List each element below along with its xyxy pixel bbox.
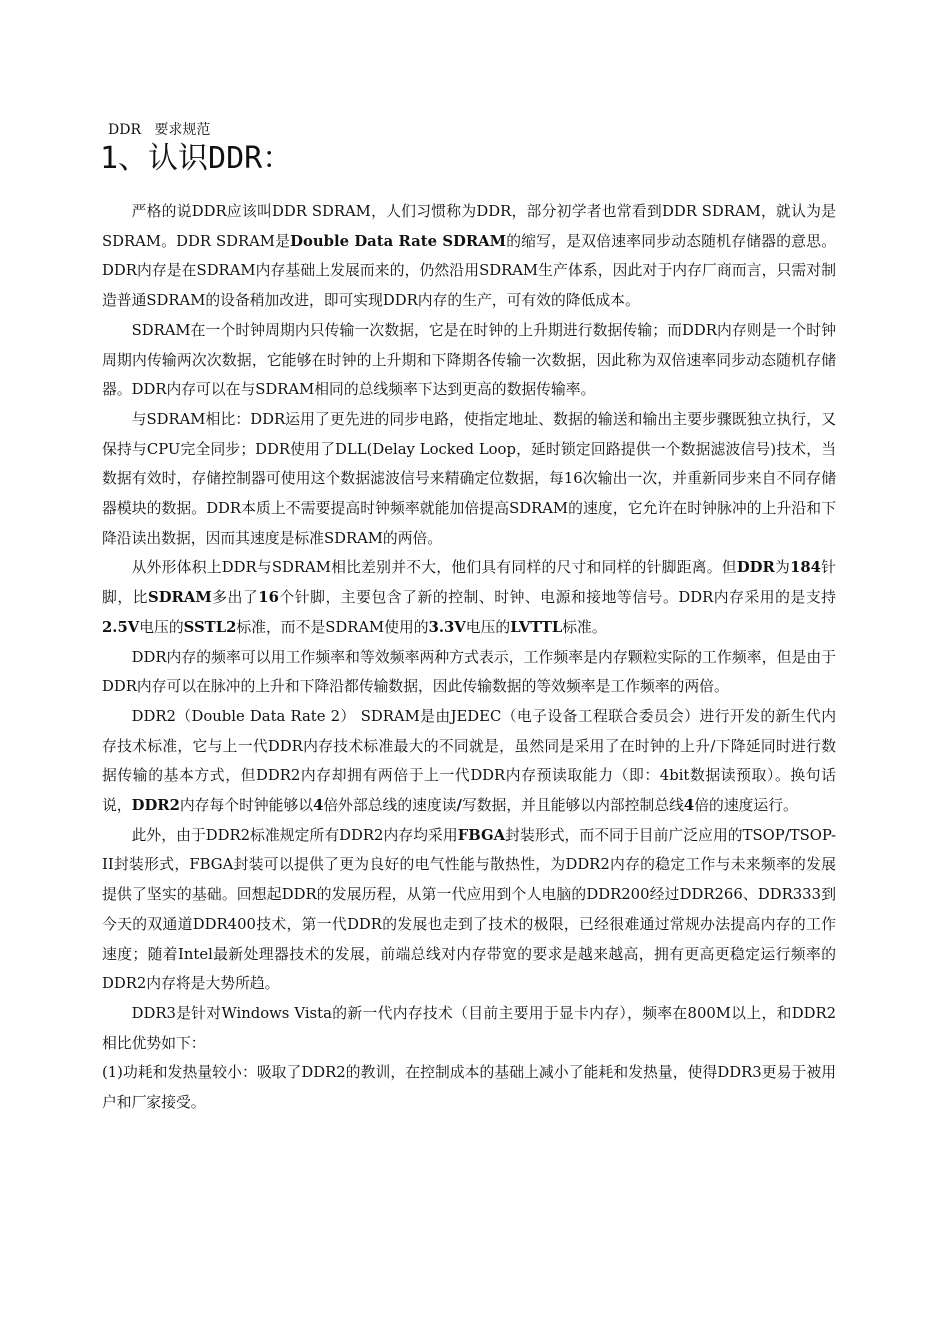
paragraph <box>102 553 836 642</box>
section-heading: 1、认识DDR： <box>100 141 293 176</box>
bold-text: DDR <box>736 559 775 577</box>
bold-text: SSTL2 <box>183 618 237 636</box>
text-run: 倍的速度运行。 <box>694 797 798 815</box>
text-run: DDR内存的频率可以用工作频率和等效频率两种方式表示，工作频率是内存颗粒实际的工作频率，但是由于DDR内存可以在脉冲的上升和下降沿都传输数据，因此传输数据的等效频率是工作频率的两倍。 <box>102 648 836 696</box>
text-run: 的缩写，是双倍速率同步动态随机存储器的意思。DDR内存是在SDRAM内存基础上发展而来的，仍然沿用SDRAM生产体系，因此对于内存厂商而言，只需对制造普通SDRAM的设备稍加改进，即可实现DDR内存的生产，可有效的降低成本。 <box>102 232 836 310</box>
text-run: 封装形式，而不同于目前广泛应用的TSOP/TSOP-II封装形式，FBGA封装可以提供了更为良好的电气性能与散热性，为DDR2内存的稳定工作与未来频率的发展提供了坚实的基础。回想起DDR的发展历程，从第一代应用到个人电脑的DDR200经过DDR266、DDR333到今天的双通道DDR400技术，第一代DDR的发展也走到了技术的极限，已经很难通过常规办法提高内存的工作速度；随着Intel最新处理器技术的发展，前端总线对内存带宽的要求是越来越高，拥有更高更稳定运行频率的DDR2内存将是大势所趋。 <box>102 826 836 993</box>
bold-text: FBGA <box>457 826 506 844</box>
text-run: 严格的说DDR应该叫DDR SDRAM，人们习惯称为DDR，部分初学者也常看到DDR SDRAM，就认为是SDRAM。DDR SDRAM是 <box>102 203 836 250</box>
text-run: 针脚，比 <box>102 559 836 607</box>
bold-text: 16 <box>258 589 279 607</box>
text-run: 内存每个时钟能够以 <box>179 797 314 815</box>
paragraph <box>102 643 836 702</box>
text-run: 标准。 <box>562 618 607 636</box>
document-body <box>102 197 836 1118</box>
paragraph <box>102 316 836 405</box>
text-run: DDR2（Double Data Rate 2） SDRAM是由JEDEC（电子设备工程联合委员会）进行开发的新生代内存技术标准，它与上一代DDR内存技术标准最大的不同就是，虽然同是采用了在时钟的上升/下降延同时进行数据传输的基本方式，但DDR2内存却拥有两倍于上一代DDR内存预读取能力（即：4bit数据读预取）。换句话说， <box>102 707 836 815</box>
text-run: 电压的 <box>139 618 184 636</box>
bold-text: 3.3V <box>428 618 466 636</box>
paragraph <box>102 999 836 1058</box>
paragraph <box>102 197 836 316</box>
text-run: 个针脚，主要包含了新的控制、时钟、电源和接地等信号。DDR内存采用的是支持 <box>278 589 836 607</box>
bold-text: 2.5V <box>102 618 140 636</box>
text-run: 多出了 <box>211 589 259 607</box>
paragraph <box>102 702 836 821</box>
bold-text: DDR2 <box>131 797 180 815</box>
text-run: SDRAM在一个时钟周期内只传输一次数据，它是在时钟的上升期进行数据传输；而DDR内存则是一个时钟周期内传输两次次数据，它能够在时钟的上升期和下降期各传输一次数据，因此称为双倍速率同步动态随机存储器。DDR内存可以在与SDRAM相同的总线频率下达到更高的数据传输率。 <box>102 321 836 399</box>
text-run: 为 <box>774 559 791 577</box>
bold-text: SDRAM <box>148 589 212 607</box>
text-run: 从外形体积上DDR与SDRAM相比差别并不大，他们具有同样的尺寸和同样的针脚距离。但 <box>131 559 737 577</box>
text-run: 写数据，并且能够以内部控制总线 <box>461 797 684 815</box>
paragraph <box>102 405 836 554</box>
text-run: (1)功耗和发热量较小：吸取了DDR2的教训，在控制成本的基础上减小了能耗和发热量，使得DDR3更易于被用户和厂家接受。 <box>102 1064 836 1112</box>
bold-text: LVTTL <box>510 618 563 636</box>
text-run: 与SDRAM相比：DDR运用了更先进的同步电路，使指定地址、数据的输送和输出主要步骤既独立执行，又保持与CPU完全同步；DDR使用了DLL(Delay Locked Loop，延时锁定回路提供一个数据滤波信号)技术，当数据有效时，存储控制器可使用这个数据滤波信号来精确定位数据，每16次输出一次，并重新同步来自不同存储器模块的数据。DDR本质上不需要提高时钟频率就能加倍提高SDRAM的速度，它允许在时钟脉冲的上升沿和下降沿读出数据，因而其速度是标准SDRAM的两倍。 <box>102 410 836 547</box>
bold-text: 4 <box>683 797 695 815</box>
paragraph <box>102 1058 836 1117</box>
bold-text: 4 <box>313 797 324 815</box>
text-run: 倍外部总线的速度读 <box>323 797 457 815</box>
text-run: 电压的 <box>465 618 511 636</box>
text-run: DDR3是针对Windows Vista的新一代内存技术（目前主要用于显卡内存），频率在800M以上，和DDR2相比优势如下： <box>102 1004 836 1052</box>
paragraph <box>102 821 836 999</box>
bold-text: 184 <box>790 559 821 577</box>
text-run: 标准，而不是SDRAM使用的 <box>236 618 429 636</box>
bold-text: / <box>456 797 462 815</box>
document-header: DDR 要求规范 <box>108 122 211 138</box>
bold-text: Double Data Rate SDRAM <box>290 232 507 250</box>
text-run: 此外，由于DDR2标准规定所有DDR2内存均采用 <box>131 826 458 844</box>
